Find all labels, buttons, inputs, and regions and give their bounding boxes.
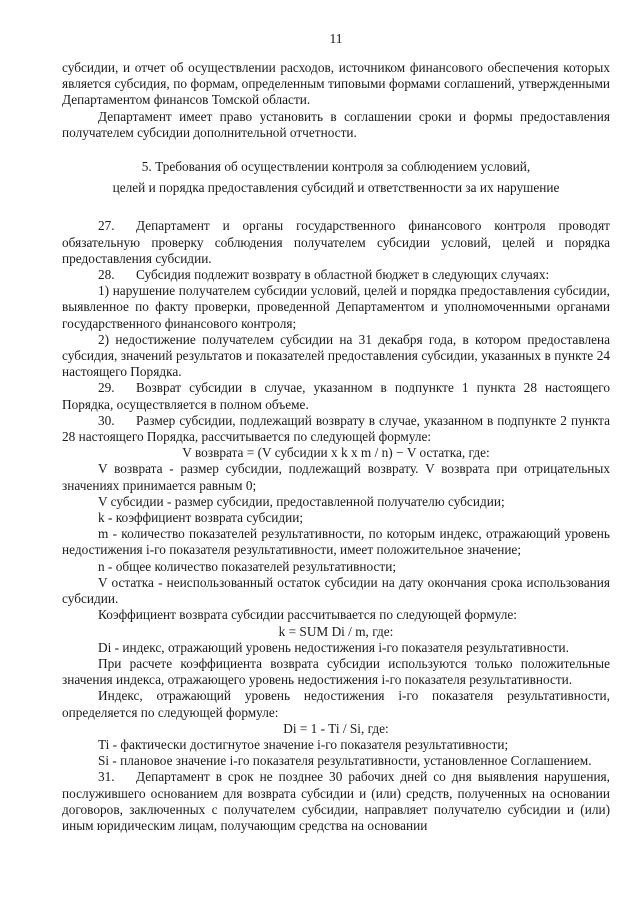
intro-paragraph-1: субсидии, и отчет об осуществлении расходов, источником финансового обеспечения которых является субсидия, по формам, определенным типовыми формами соглашений, утвержденными Департаментом финансов Томской области. [62,60,610,108]
clause-28-text: Субсидия подлежит возврату в областной бюджет в следующих случаях: [136,267,550,283]
clause-27-text: Департамент и органы государственного финансового контроля проводят обязательную проверку соблюдения получателем субсидии условий, целей и порядка предоставления субсидии. [62,218,610,266]
clause-28-number: 28. [98,267,115,283]
definition-n: n - общее количество показателей результативности; [98,558,397,574]
definition-ti: Ti - фактически достигнутое значение i-го показателя результативности; [98,736,509,752]
formula-index: Di = 1 - Ti / Si, где: [283,720,389,736]
formula-coefficient: k = SUM Di / m, где: [278,623,394,639]
clause-31 [62,769,610,834]
index-intro: Индекс, отражающий уровень недостижения i-го показателя результативности, определяется по следующей формуле: [62,688,610,720]
clause-29-text: Возврат субсидии в случае, указанном в подпункте 1 пункта 28 настоящего Порядка, осуществляется в полном объеме. [62,380,610,412]
clause-29-number: 29. [98,380,115,396]
coefficient-intro: Коэффициент возврата субсидии рассчитывается по следующей формуле: [98,607,517,623]
clause-30-text: Размер субсидии, подлежащий возврату в случае, указанном в подпункте 2 пункта 28 настоящего Порядка, рассчитывается по следующей формуле: [62,412,610,445]
section-5-title-line-1: 5. Требования об осуществлении контроля за соблюдением условий, [141,159,531,175]
definition-di: Di - индекс, отражающий уровень недостижения i-го показателя результативности. [98,639,569,655]
clause-31-number: 31. [98,769,115,785]
clause-30 [62,413,610,445]
definition-v-subsidy: V субсидии - размер субсидии, предоставленной получателю субсидии; [98,493,505,509]
clause-29 [62,380,610,412]
definition-v-return: V возврата - размер субсидии, подлежащий возврату. V возврата при отрицательных значениях принимается равным 0; [62,461,610,493]
clause-28 [62,267,610,283]
coefficient-note: При расчете коэффициента возврата субсидии используются только положительные значения индекса, отражающего уровень недостижения i-го показателя результативности. [62,655,610,688]
clause-31-text: Департамент в срок не позднее 30 рабочих дней со дня выявления нарушения, послужившего основанием для возврата субсидии и (или) средств, полученных на основании договоров, заключенных с получателем субсидии, направляет получателю субсидии и (или) иным юридическим лицам, получающим средства на основании [62,769,610,833]
clause-27-number: 27. [98,218,115,234]
section-5-title [62,159,610,196]
clause-27 [62,218,610,267]
definition-si: Si - плановое значение i-го показателя результативности, установленное Соглашением. [98,753,592,769]
clause-30-number: 30. [98,412,115,428]
definition-k: k - коэффициент возврата субсидии; [98,510,304,526]
formula-return-amount: V возврата = (V субсидии x k x m / n) − V остатка, где: [182,445,490,461]
definition-v-remainder: V остатка - неиспользованный остаток субсидии на дату окончания срока использования субсидии. [62,574,610,607]
clause-28-subitem-2: 2) недостижение получателем субсидии на 31 декабря года, в котором предоставлена субсидия, значений результатов и показателей предоставления субсидии, указанных в пункте 24 настоящего Порядка. [62,331,610,380]
clause-28-subitem-1: 1) нарушение получателем субсидии условий, целей и порядка предоставления субсидии, выявленное по факту проверки, проведенной Департаментом и уполномоченными органами государственного финансового контроля; [62,283,610,331]
page-number: 11 [329,31,343,46]
intro-paragraph-2: Департамент имеет право установить в соглашении сроки и формы предоставления получателем субсидии дополнительной отчетности. [62,108,610,140]
section-5-title-line-2: целей и порядка предоставления субсидий и ответственности за их нарушение [112,180,560,196]
definition-m: m - количество показателей результативности, по которым индекс, отражающий уровень недостижения i-го показателя результативности, имеет положительное значение; [62,526,610,558]
